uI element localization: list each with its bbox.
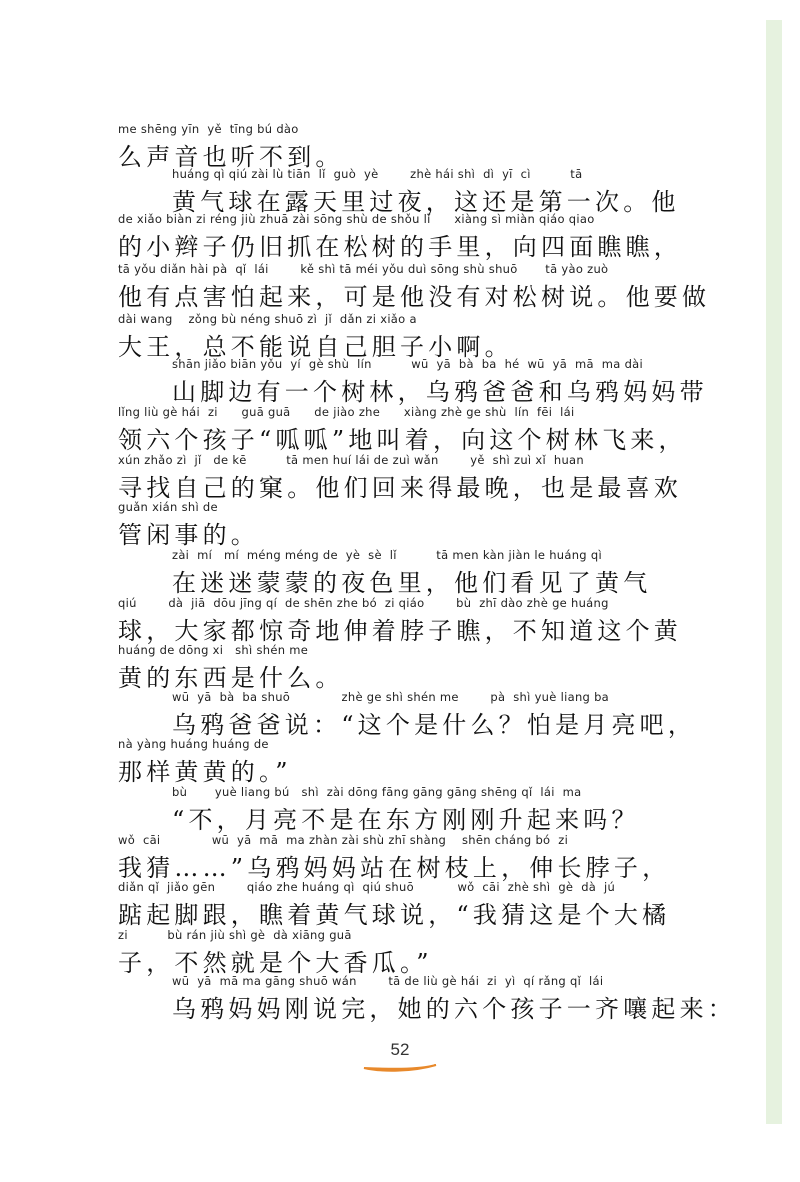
page-number: 52 (390, 1040, 410, 1059)
chinese-text-row: 在迷迷蒙蒙的夜色里，他们看见了黄气 (172, 569, 652, 597)
chinese-text-row: 领六个孩子“呱呱”地叫着，向这个树林飞来， (118, 426, 687, 454)
pinyin-row: xún zhǎo zì jǐ de kē tā men huí lái de zuì wǎn yě shì zuì xǐ huan (118, 453, 584, 467)
pinyin-row: bù yuè liang bú shì zài dōng fāng gāng gāng shēng qǐ lái ma (172, 785, 582, 799)
chinese-text-row: 黄的东西是什么。 (118, 664, 344, 692)
pinyin-row: nà yàng huáng huáng de (118, 737, 269, 751)
chinese-text-row: 么声音也听不到。 (118, 143, 344, 171)
pinyin-row: me shēng yīn yě tīng bú dào (118, 122, 299, 136)
page-number-swoosh (362, 1060, 438, 1074)
swoosh-stroke (364, 1065, 436, 1071)
chinese-text-row: 乌鸦妈妈刚说完，她的六个孩子一齐嚷起来： (172, 995, 736, 1023)
pinyin-row: de xiǎo biàn zi réng jiù zhuā zài sōng shù de shǒu lǐ xiàng sì miàn qiáo qiao (118, 212, 595, 226)
chinese-text-row: 踮起脚跟，瞧着黄气球说，“我猜这是个大橘 (118, 901, 671, 929)
pinyin-row: qiú dà jiā dōu jīng qí de shēn zhe bó zi qiáo bù zhī dào zhè ge huáng (118, 596, 609, 610)
side-color-strip (766, 20, 782, 1124)
pinyin-row: huáng de dōng xi shì shén me (118, 643, 309, 657)
pinyin-row: wǒ cāi wū yā mā ma zhàn zài shù zhī shàng shēn cháng bó zi (118, 833, 569, 847)
pinyin-row: zi bù rán jiù shì gè dà xiāng guā (118, 928, 352, 942)
chinese-text-row: 那样黄黄的。” (118, 758, 292, 786)
pinyin-row: shān jiǎo biān yǒu yí gè shù lín wū yā bà ba hé wū yā mā ma dài (172, 357, 644, 371)
pinyin-row: wū yā mā ma gāng shuō wán tā de liù gè hái zi yì qí rǎng qǐ lái (172, 974, 604, 988)
chinese-text-row: 乌鸦爸爸说：“这个是什么？怕是月亮吧， (172, 711, 697, 739)
chinese-text-row: “不，月亮不是在东方刚刚升起来吗？ (172, 806, 640, 834)
chinese-text-row: 子，不然就是个大香瓜。” (118, 949, 433, 977)
chinese-text-row: 我猜……”乌鸦妈妈站在树枝上，伸长脖子， (118, 854, 671, 882)
pinyin-row: guǎn xián shì de (118, 500, 218, 514)
pinyin-row: diǎn qǐ jiǎo gēn qiáo zhe huáng qì qiú shuō wǒ cāi zhè shì gè dà jú (118, 880, 616, 894)
pinyin-row: tā yǒu diǎn hài pà qǐ lái kě shì tā méi yǒu duì sōng shù shuō tā yào zuò (118, 262, 609, 276)
chinese-text-row: 他有点害怕起来，可是他没有对松树说。他要做 (118, 283, 711, 311)
chinese-text-row: 黄气球在露天里过夜，这还是第一次。他 (172, 188, 680, 216)
chinese-text-row: 山脚边有一个树林，乌鸦爸爸和乌鸦妈妈带 (172, 378, 708, 406)
pinyin-row: dài wang zǒng bù néng shuō zì jǐ dǎn zi xiǎo a (118, 312, 417, 326)
pinyin-row: huáng qì qiú zài lù tiān lǐ guò yè zhè hái shì dì yī cì tā (172, 167, 583, 181)
pinyin-row: lǐng liù gè hái zi guā guā de jiào zhe xiàng zhè ge shù lín fēi lái (118, 405, 575, 419)
pinyin-row: wū yā bà ba shuō zhè ge shì shén me pà shì yuè liang ba (172, 690, 610, 704)
chinese-text-row: 寻找自己的窠。他们回来得最晚，也是最喜欢 (118, 474, 682, 502)
chinese-text-row: 的小辫子仍旧抓在松树的手里，向四面瞧瞧， (118, 233, 682, 261)
chinese-text-row: 管闲事的。 (118, 521, 259, 549)
pinyin-row: zài mí mí méng méng de yè sè lǐ tā men kàn jiàn le huáng qì (172, 548, 602, 562)
chinese-text-row: 球，大家都惊奇地伸着脖子瞧，不知道这个黄 (118, 617, 682, 645)
chinese-text-row: 大王，总不能说自己胆子小啊。 (118, 333, 513, 361)
